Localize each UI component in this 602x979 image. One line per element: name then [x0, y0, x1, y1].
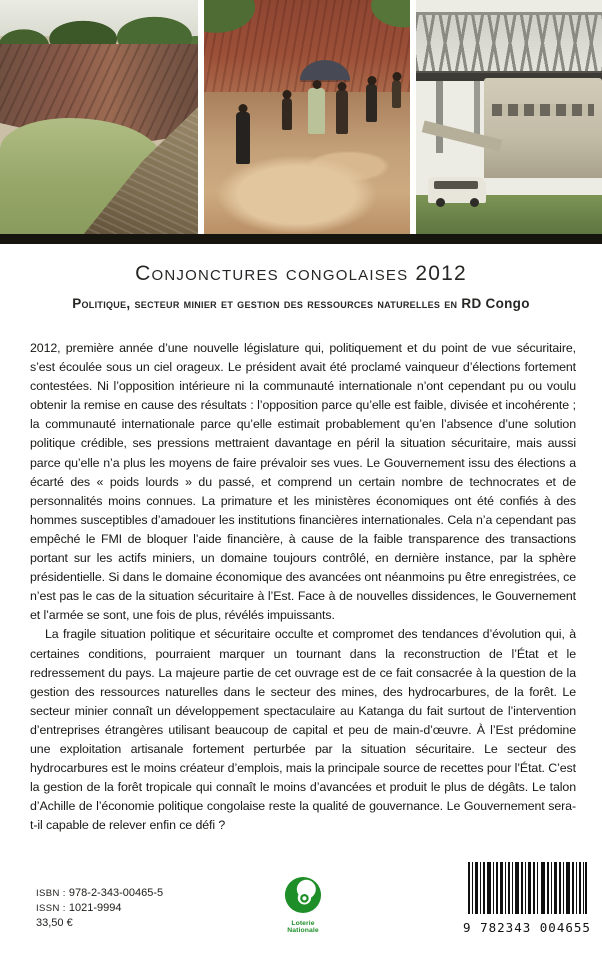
issn-label: ISSN : — [36, 903, 66, 914]
price: 33,50 € — [36, 917, 73, 929]
bridge-leg-shape — [436, 81, 443, 153]
miner-figure — [308, 88, 325, 134]
issn-line — [36, 901, 163, 916]
barcode-digits: 9 782343 004655 — [463, 920, 591, 935]
truss-bridge-shape — [416, 12, 602, 76]
subtitle-region: RD Congo — [461, 296, 530, 311]
miner-figure — [336, 90, 348, 134]
barcode-bars-icon — [464, 862, 590, 914]
photo-artisanal-miners — [204, 0, 410, 235]
loterie-nationale-logo-icon — [284, 876, 322, 914]
logo-caption: Loterie Nationale — [287, 920, 319, 934]
photo-open-pit-mine — [0, 0, 198, 235]
miner-figure — [366, 84, 377, 122]
ean-barcode — [462, 862, 592, 938]
isbn-block — [36, 886, 163, 931]
blurb-paragraph-1: 2012, première année d’une nouvelle législature qui, politiquement et du point de vue sécuritaire, s’est écoulée sous un ciel orageux. Le président avait été proclamé vainqueur d’élections fortement contestées. Ni l’opposition intérieure ni la communauté internationale n’ont cependant pu ou voulu obtenir la remise en cause des résultats : l’opposition parce qu’elle est faible, divisée et incohérente ; la communauté internationale parce qu’elle estimait probablement qu’en l’absence d’une solution politique crédible, ses pressions mettraient davantage en péril la situation sécuritaire, mais aussi parce qu’elle n’a plus les moyens de faire prévaloir ses vues. Le Gouvernement issu des élections a écarté des « poids lourds » du passé, et comprend un certain nombre de technocrates et de personnalités moins connues. La primature et les ministères économiques ont été confiés à des hommes susceptibles d’amadouer les institutions financières internationales. Cela n’a cependant pas empêché le FMI de bloquer l’aide financière, à cause de la faible transparence des transactions portant sur les actifs miniers, un domaine toujours contrôlé, en dernière instance, par la sphère présidentielle. Si dans le domaine économique des avancées ont néanmoins pu être enregistrées, ce n’est pas le cas de la situation sécuritaire à l’Est. Face à de nouvelles dissidences, le Gouvernement et l’armée se sont, une fois de plus, révélés impuissants. — [30, 341, 576, 623]
miner-figure — [236, 112, 250, 164]
miner-figure — [392, 80, 401, 108]
photo-mining-excavator — [416, 0, 602, 235]
miner-figure — [282, 98, 292, 130]
loterie-nationale-logo — [281, 876, 325, 934]
isbn-line — [36, 886, 163, 901]
isbn-value: 978-2-343-00465-5 — [68, 887, 164, 899]
issn-value: 1021-9994 — [68, 902, 122, 914]
book-title: Conjonctures congolaises 2012 — [135, 262, 467, 285]
suv-shape — [428, 177, 486, 203]
blurb — [30, 339, 576, 835]
photo-strip-bottom-bar — [0, 234, 602, 244]
book-subtitle — [0, 296, 602, 311]
isbn-label: ISBN : — [36, 888, 66, 899]
muddy-water-shape — [204, 92, 410, 235]
subtitle-main: Politique, secteur minier et gestion des ressources naturelles en — [72, 296, 458, 311]
excavator-body-shape — [484, 78, 602, 178]
blurb-paragraph-2: La fragile situation politique et sécuritaire occulte et compromet des tendances d’évolution qui, à certaines conditions, pourraient marquer un tournant dans la reconstruction de l’État et le redressement du pays. La majeure partie de cet ouvrage est de ce fait consacrée à la question de la gestion des ressources naturelles dans le secteur des mines, des hydrocarbures, de la forêt. Le secteur minier connaît un développement spectaculaire au Katanga du fait surtout de l’intervention d’entreprises étrangères utilisant beaucoup de capital et peu de main-d’œuvre. À l’Est prédomine une exploitation artisanale fortement perturbée par la situation sécuritaire. Le secteur des hydrocarbures est le moins créateur d’emplois, mais la principale source de recettes pour l’État. C’est la gestion de la forêt tropicale qui connaît le moins d’avancées et produit le plus de dégâts. Le talon d’Achille de l’économie politique congolaise reste la qualité de gouvernance. Le Gouvernement sera-t-il capable de relever enfin ce défi ? — [30, 627, 576, 833]
